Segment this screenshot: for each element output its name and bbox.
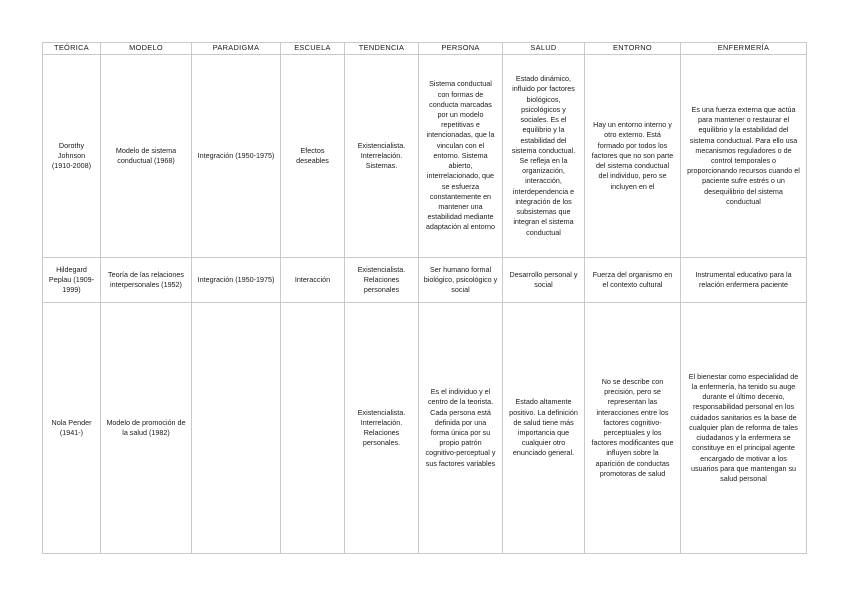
cell-modelo: Modelo de sistema conductual (1968) (101, 55, 192, 258)
cell-persona: Es el individuo y el centro de la teorista. Cada persona está definida por una forma única por su propio patrón cognitivo-perceptual y sus factores variables (419, 303, 503, 554)
header-row (43, 43, 807, 55)
table-row (43, 258, 807, 303)
header-teorica: TEÓRICA (43, 43, 101, 55)
cell-persona: Sistema conductual con formas de conducta marcadas por un modelo repetitivas e intencionadas, que la vinculan con el entorno. Sistema abierto, interrelacionado, que se esfuerza constantemente en mantener una estabilidad mediante adaptación al entorno (419, 55, 503, 258)
header-persona: PERSONA (419, 43, 503, 55)
cell-modelo: Modelo de promoción de la salud (1982) (101, 303, 192, 554)
table-row (43, 303, 807, 554)
cell-enfermeria: El bienestar como especialidad de la enfermería, ha tenido su auge durante el último decenio, responsabilidad personal en los cuidados sanitarios es la base de cualquier plan de reforma de tales ciudadanos y la enfermera se constituye en el principal agente encargado de motivar a los usuarios para que mantengan su salud personal (681, 303, 807, 554)
cell-teorica: Dorothy Johnson (1910-2008) (43, 55, 101, 258)
cell-escuela: Efectos deseables (281, 55, 345, 258)
table-row (43, 55, 807, 258)
cell-paradigma: Integración (1950-1975) (192, 55, 281, 258)
header-enfermeria: ENFERMERÍA (681, 43, 807, 55)
cell-escuela (281, 303, 345, 554)
cell-paradigma: Integración (1950-1975) (192, 258, 281, 303)
cell-salud: Desarrollo personal y social (503, 258, 585, 303)
header-salud: SALUD (503, 43, 585, 55)
header-paradigma: PARADIGMA (192, 43, 281, 55)
cell-salud: Estado altamente positivo. La definición de salud tiene más importancia que cualquier otro enunciado general. (503, 303, 585, 554)
cell-teorica: Hildegard Peplau (1909-1999) (43, 258, 101, 303)
cell-entorno: No se describe con precisión, pero se representan las interacciones entre los factores cognitivo-perceptuales y los factores modificantes que influyen sobre la aparición de conductas promotoras de salud (585, 303, 681, 554)
cell-modelo: Teoría de las relaciones interpersonales (1952) (101, 258, 192, 303)
document-page (42, 42, 806, 554)
header-escuela: ESCUELA (281, 43, 345, 55)
cell-salud: Estado dinámico, influido por factores biológicos, psicológicos y sociales. Es el equilibrio y la estabilidad del sistema conductual. Se refleja en la organización, interacción, interdependencia e integración de los subsistemas que integran el sistema conductual (503, 55, 585, 258)
header-tendencia: TENDENCIA (345, 43, 419, 55)
cell-tendencia: Existencialista. Interrelación. Relaciones personales. (345, 303, 419, 554)
cell-enfermeria: Es una fuerza externa que actúa para mantener o restaurar el equilibrio y la estabilidad del sistema conductual. Para ello usa mecanismos reguladores o de control temporales o proporcionando recursos cuando el paciente sufre estrés o un desequilibrio del sistema conductual (681, 55, 807, 258)
cell-enfermeria: Instrumental educativo para la relación enfermera paciente (681, 258, 807, 303)
header-entorno: ENTORNO (585, 43, 681, 55)
cell-tendencia: Existencialista. Interrelación. Sistemas. (345, 55, 419, 258)
cell-paradigma (192, 303, 281, 554)
header-modelo: MODELO (101, 43, 192, 55)
cell-escuela: Interacción (281, 258, 345, 303)
cell-entorno: Fuerza del organismo en el contexto cultural (585, 258, 681, 303)
nursing-theories-table (42, 42, 807, 554)
cell-entorno: Hay un entorno interno y otro externo. Está formado por todos los factores que no son parte del sistema conductual del individuo, pero se incluyen en el (585, 55, 681, 258)
cell-teorica: Nola Pender (1941-) (43, 303, 101, 554)
cell-persona: Ser humano formal biológico, psicológico y social (419, 258, 503, 303)
cell-tendencia: Existencialista. Relaciones personales (345, 258, 419, 303)
